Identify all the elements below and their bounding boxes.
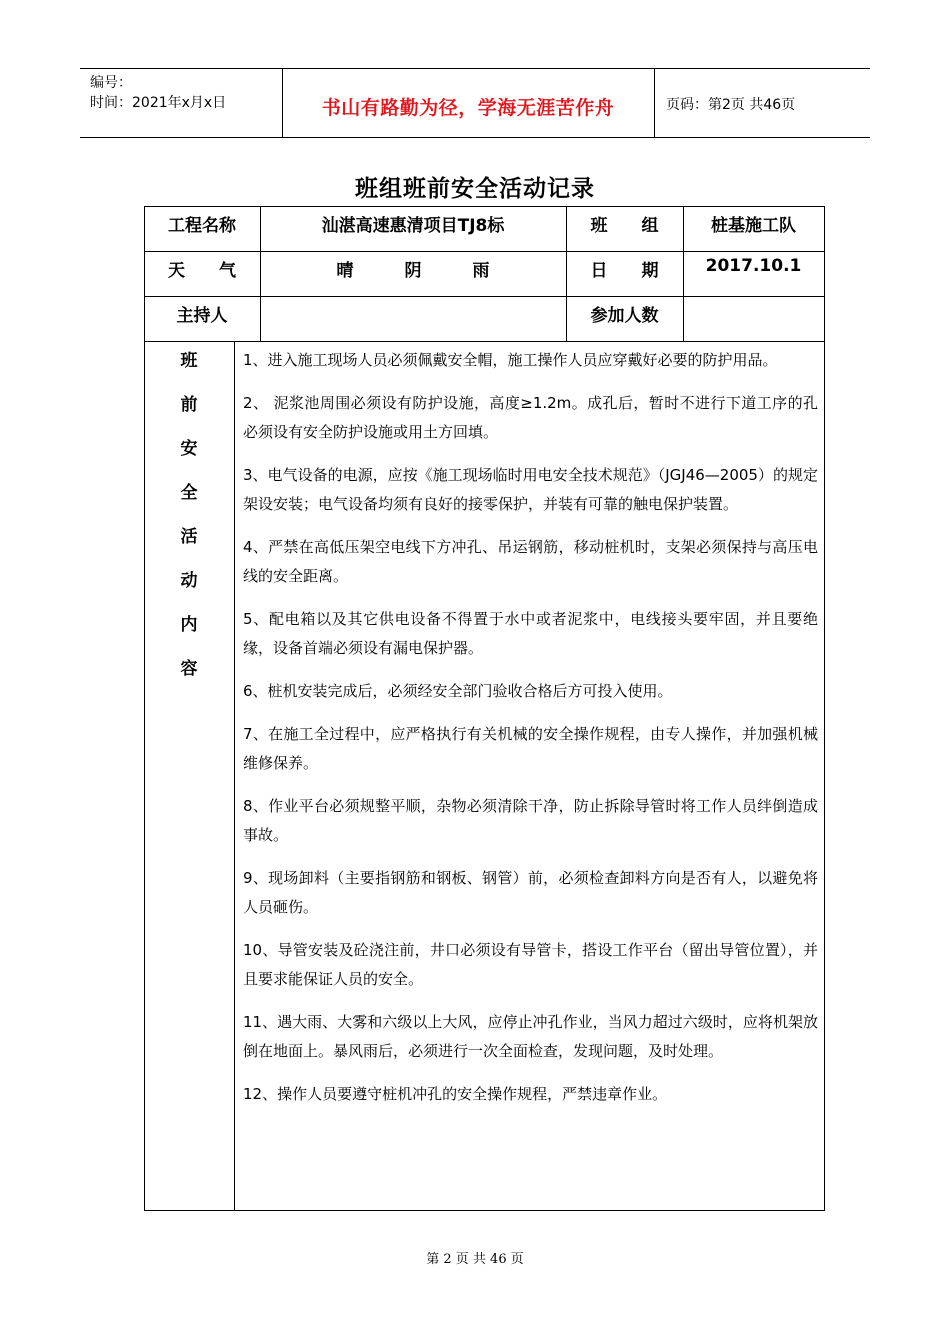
list-item: 9、现场卸料（主要指钢筋和钢板、钢管）前，必须检查卸料方向是否有人，以避免将人员砸伤。 — [243, 869, 818, 916]
section-label-vertical — [144, 346, 234, 698]
section-label-char: 全 — [180, 483, 198, 503]
date-value: 2017.10.1 — [705, 256, 802, 276]
time-label: 时间：2021年x月x日 — [90, 95, 227, 111]
section-label-char: 动 — [180, 571, 198, 591]
attendees-label: 参加人数 — [590, 306, 659, 326]
list-item: 1、进入施工现场人员必须佩戴安全帽，施工操作人员应穿戴好必要的防护用品。 — [243, 351, 778, 369]
list-item: 7、在施工全过程中，应严格执行有关机械的安全操作规程，由专人操作，并加强机械维修保养。 — [243, 725, 818, 772]
page-footer: 第 2 页 共 46 页 — [426, 1252, 524, 1267]
document-title: 班组班前安全活动记录 — [355, 175, 595, 202]
list-item: 2、 泥浆池周围必须设有防护设施，高度≥1.2m。成孔后，暂时不进行下道工序的孔必须设有安全防护设施或用土方回填。 — [243, 394, 818, 441]
list-item: 4、严禁在高低压架空电线下方冲孔、吊运钢筋，移动桩机时，支架必须保持与高压电线的安全距离。 — [243, 538, 818, 585]
section-label-char: 前 — [180, 395, 198, 415]
motto-text: 书山有路勤为径，学海无涯苦作舟 — [321, 97, 615, 119]
list-item: 11、遇大雨、大雾和六级以上大风，应停止冲孔作业，当风力超过六级时，应将机架放倒在地面上。暴风雨后，必须进行一次全面检查，发现问题，及时处理。 — [243, 1013, 818, 1060]
table-bottom-border — [144, 1210, 824, 1211]
safety-item-list — [243, 346, 818, 1123]
table-top-border — [144, 206, 824, 207]
list-item: 8、作业平台必须规整平顺，杂物必须清除干净，防止拆除导管时将工作人员绊倒造成事故。 — [243, 797, 818, 844]
list-item: 6、桩机安装完成后，必须经安全部门验收合格后方可投入使用。 — [243, 682, 673, 700]
section-label-char: 内 — [180, 615, 198, 635]
section-label-char: 安 — [180, 439, 198, 459]
list-item: 5、配电箱以及其它供电设备不得置于水中或者泥浆中，电线接头要牢固，并且要绝缘，设备首端必须设有漏电保护器。 — [243, 610, 818, 657]
section-label-char: 活 — [180, 527, 198, 547]
list-item: 12、操作人员要遵守桩机冲孔的安全操作规程，严禁违章作业。 — [243, 1085, 668, 1103]
code-label: 编号： — [90, 75, 132, 91]
section-label-char: 班 — [180, 351, 198, 371]
date-label: 日 期 — [590, 261, 659, 281]
weather-value: 晴 阴 雨 — [336, 261, 490, 281]
section-label-char: 容 — [180, 659, 198, 679]
team-value: 桩基施工队 — [711, 216, 796, 236]
team-label: 班 组 — [590, 216, 659, 236]
project-label: 工程名称 — [168, 216, 236, 236]
table-right-border — [824, 206, 825, 1211]
column-divider — [234, 341, 235, 1211]
project-value: 汕湛高速惠清项目TJ8标 — [321, 216, 505, 236]
list-item: 3、电气设备的电源，应按《施工现场临时用电安全技术规范》（JGJ46—2005）的规定架设安装；电气设备均须有良好的接零保护，并装有可靠的触电保护装置。 — [243, 466, 818, 513]
row-divider — [144, 341, 824, 342]
host-label: 主持人 — [176, 306, 228, 326]
weather-label: 天 气 — [168, 261, 236, 281]
row-divider — [144, 296, 824, 297]
list-item: 10、导管安装及砼浇注前，井口必须设有导管卡，搭设工作平台（留出导管位置），并且要求能保证人员的安全。 — [243, 941, 818, 988]
page-indicator: 页码：第2页 共46页 — [666, 97, 796, 113]
row-divider — [144, 251, 824, 252]
